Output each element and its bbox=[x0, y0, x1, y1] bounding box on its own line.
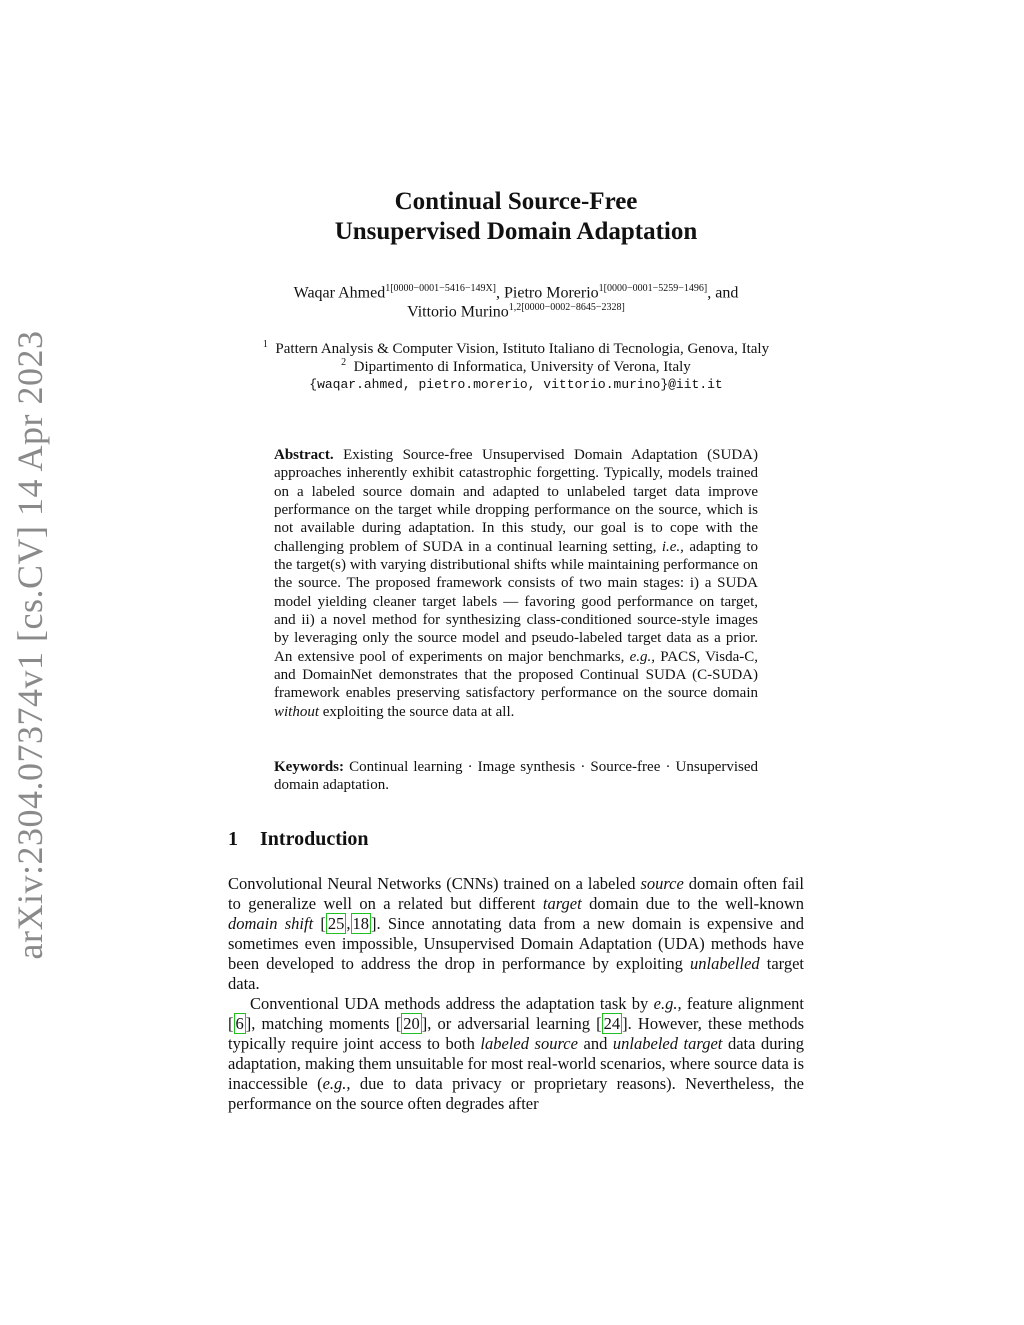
section-title: Introduction bbox=[260, 828, 369, 850]
author-orcid: 1[0000−0001−5259−1496] bbox=[598, 283, 708, 294]
citation-link[interactable]: 18 bbox=[352, 914, 370, 933]
paper-title-line-2: Unsupervised Domain Adaptation bbox=[334, 218, 698, 245]
author-emails: {waqar.ahmed, pietro.morerio, vittorio.murino}@iit.it bbox=[309, 377, 723, 392]
affiliation-2 bbox=[210, 357, 822, 376]
author-name: Waqar Ahmed bbox=[293, 284, 386, 302]
keywords-text: Continual learning · Image synthesis · Source-free · Unsupervised domain adaptation. bbox=[274, 759, 759, 794]
affiliation-1 bbox=[210, 339, 822, 358]
section-heading bbox=[228, 828, 369, 851]
author-name: Vittorio Murino bbox=[407, 303, 509, 321]
citation-link[interactable]: 24 bbox=[603, 1014, 621, 1033]
arxiv-identifier: arXiv:2304.07374v1 [cs.CV] 14 Apr 2023 bbox=[10, 330, 50, 960]
author-list-line-2 bbox=[210, 302, 822, 321]
abstract: Abstract. Existing Source-free Unsupervised Domain Adaptation (SUDA) approaches inherently exhibit catastrophic forgetting. Typically, models trained on a labeled source domain and adapted to unlabeled target data improve performance on the target while dropping performance on the source, which is not available during adaptation. In this study, our goal is to cope with the challenging problem of SUDA in a continual learning setting, i.e., adapting to the target(s) with varying distributional shifts while maintaining performance on the source. The proposed framework consists of two main stages: i) a SUDA model yielding cleaner target labels — favoring good performance on target, and ii) a novel method for synthesizing class-conditioned source-style images by leveraging only the source model and pseudo-labeled target data as a prior. An extensive pool of experiments on major benchmarks, e.g., PACS, Visda-C, and DomainNet demonstrates that the proposed Continual SUDA (C-SUDA) framework enables preserving satisfactory performance on the source domain without exploiting the source data at all. bbox=[274, 447, 759, 720]
author-list: Waqar Ahmed$^{1[0000-0001-5416-149X]}$, Pietro Morerio$^{1[0000-0001-5259-1496]}$, and bbox=[293, 283, 739, 302]
citation-link[interactable]: 6 bbox=[235, 1014, 244, 1033]
author-orcid: 1[0000−0001−5416−149X] bbox=[385, 283, 497, 294]
section-number: 1 bbox=[228, 828, 238, 850]
intro-paragraph-2: Conventional UDA methods address the adaptation task by e.g., feature alignment [ 6 ], matching moments [ 20 ], or adversarial learning [ 24 ]. However, these methods typically require joint access to both labeled source and unlabeled target data during adaptation, making them unsuitable for most real-world scenarios, where source data is inaccessible (e.g., due to data privacy or proprietary reasons). Nevertheless, the performance on the source often degrades after bbox=[228, 994, 805, 1113]
citation-link[interactable]: 25 bbox=[327, 914, 345, 933]
affiliation-marker: 2 bbox=[341, 357, 347, 368]
affiliation-marker: 1 bbox=[262, 339, 268, 350]
keywords bbox=[274, 758, 758, 795]
author-orcid: 1,2[0000−0002−8645−2328] bbox=[508, 302, 625, 313]
citation-link[interactable]: 20 bbox=[403, 1014, 420, 1033]
paper-title-line-1: Continual Source-Free bbox=[394, 188, 638, 215]
abstract-label: Abstract. bbox=[274, 447, 334, 463]
affiliation-text: Pattern Analysis & Computer Vision, Istituto Italiano di Tecnologia, Genova, Italy bbox=[275, 341, 770, 357]
author-name: Pietro Morerio bbox=[504, 284, 599, 302]
affiliation-text: Dipartimento di Informatica, University of Verona, Italy bbox=[353, 359, 691, 375]
keywords-label: Keywords: bbox=[274, 759, 344, 775]
intro-paragraph-1: Convolutional Neural Networks (CNNs) trained on a labeled source domain often fail to generalize well on a related but different target domain due to the well-known domain shift [ 25 , 18 ]. Since annotating data from a new domain is expensive and sometimes even impossible, Unsupervised Domain Adaptation (UDA) methods have been developed to address the drop in performance by exploiting unlabelled target data. bbox=[228, 874, 805, 993]
